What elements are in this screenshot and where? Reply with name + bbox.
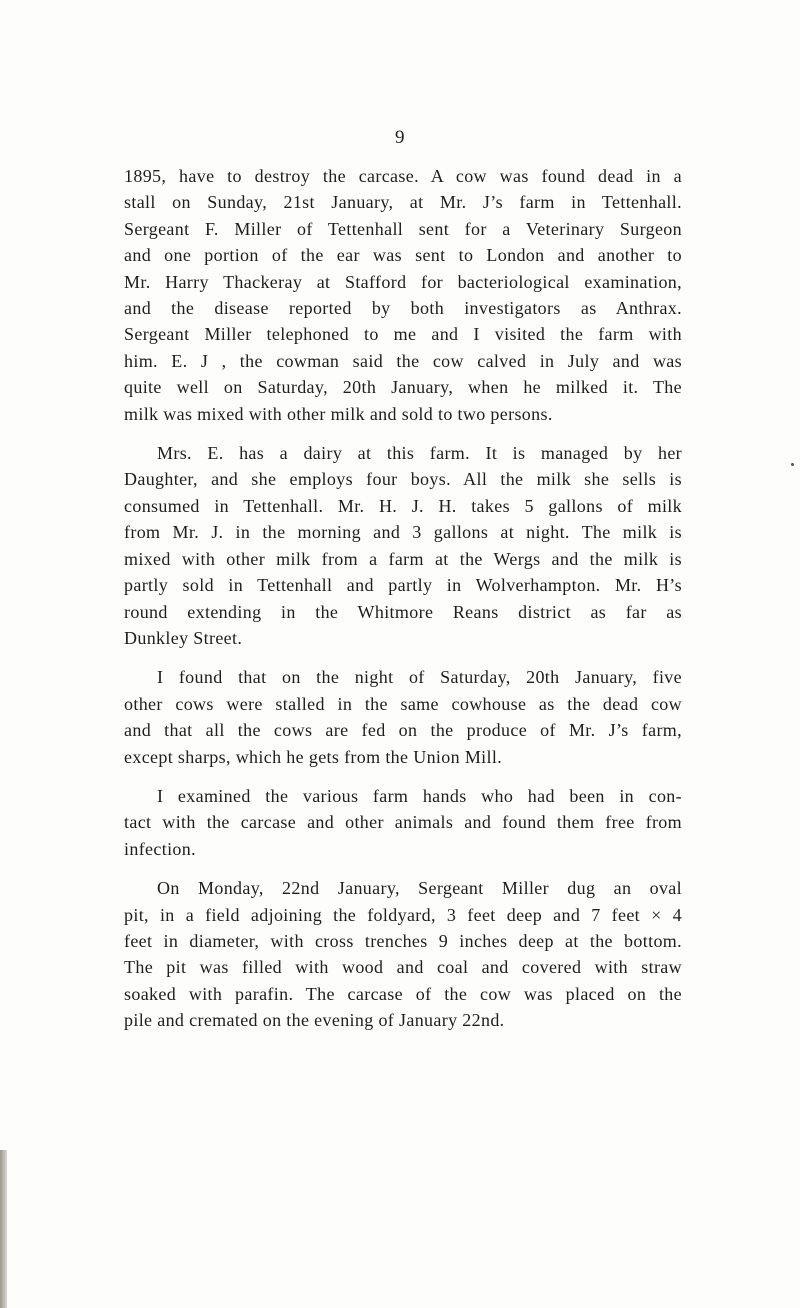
text-line: mixed with other milk from a farm at the Wergs and the milk is	[124, 548, 682, 569]
text-line: I examined the various farm hands who had been in con-	[157, 785, 682, 806]
text-line: Sergeant F. Miller of Tettenhall sent for a Veterinary Surgeon	[124, 218, 682, 239]
text-line: round extending in the Whitmore Reans district as far as	[124, 601, 682, 622]
text-line: and the disease reported by both investigators as Anthrax.	[124, 298, 682, 319]
paragraph-p3	[124, 664, 682, 770]
text-line: Mrs. E. has a dairy at this farm. It is managed by her	[157, 443, 682, 464]
text-line: from Mr. J. in the morning and 3 gallons at night. The milk is	[124, 522, 682, 543]
body-text	[124, 163, 682, 1047]
page-number: 9	[395, 127, 405, 148]
text-line: infection.	[124, 838, 196, 859]
page-binding-edge	[0, 1150, 7, 1308]
text-line: except sharps, which he gets from the Union Mill.	[124, 746, 503, 767]
paragraph-p2	[124, 440, 682, 651]
text-line: and one portion of the ear was sent to London and another to	[124, 245, 682, 266]
text-line: I found that on the night of Saturday, 20th January, five	[157, 667, 682, 688]
text-line: quite well on Saturday, 20th January, when he milked it. The	[124, 377, 682, 398]
text-line: pit, in a field adjoining the foldyard, 3 feet deep and 7 feet × 4	[124, 904, 682, 925]
text-line: tact with the carcase and other animals and found them free from	[124, 812, 682, 833]
paragraph-p5	[124, 875, 682, 1033]
text-line: The pit was filled with wood and coal and covered with straw	[124, 957, 682, 978]
text-line: soaked with parafin. The carcase of the cow was placed on the	[124, 983, 682, 1004]
scan-speck	[791, 463, 794, 466]
text-line: Mr. Harry Thackeray at Stafford for bacteriological examination,	[124, 271, 682, 292]
text-line: pile and cremated on the evening of January 22nd.	[124, 1010, 505, 1031]
text-line: Sergeant Miller telephoned to me and I visited the farm with	[124, 324, 682, 345]
text-line: 1895, have to destroy the carcase. A cow was found dead in a	[124, 166, 682, 186]
text-line: Daughter, and she employs four boys. All the milk she sells is	[124, 469, 682, 490]
paragraph-p4	[124, 783, 682, 862]
text-line: and that all the cows are fed on the produce of Mr. J’s farm,	[124, 720, 682, 741]
text-line: milk was mixed with other milk and sold to two persons.	[124, 403, 553, 424]
text-line: On Monday, 22nd January, Sergeant Miller dug an oval	[157, 878, 682, 899]
text-line: Dunkley Street.	[124, 627, 243, 648]
text-line: other cows were stalled in the same cowhouse as the dead cow	[124, 693, 682, 714]
paragraph-p1	[124, 163, 682, 427]
text-line: stall on Sunday, 21st January, at Mr. J’s farm in Tettenhall.	[124, 192, 682, 213]
text-line: feet in diameter, with cross trenches 9 inches deep at the bottom.	[124, 930, 682, 951]
text-line: consumed in Tettenhall. Mr. H. J. H. takes 5 gallons of milk	[124, 495, 682, 516]
text-line: partly sold in Tettenhall and partly in Wolverhampton. Mr. H’s	[124, 575, 682, 596]
text-line: him. E. J , the cowman said the cow calved in July and was	[124, 350, 682, 371]
